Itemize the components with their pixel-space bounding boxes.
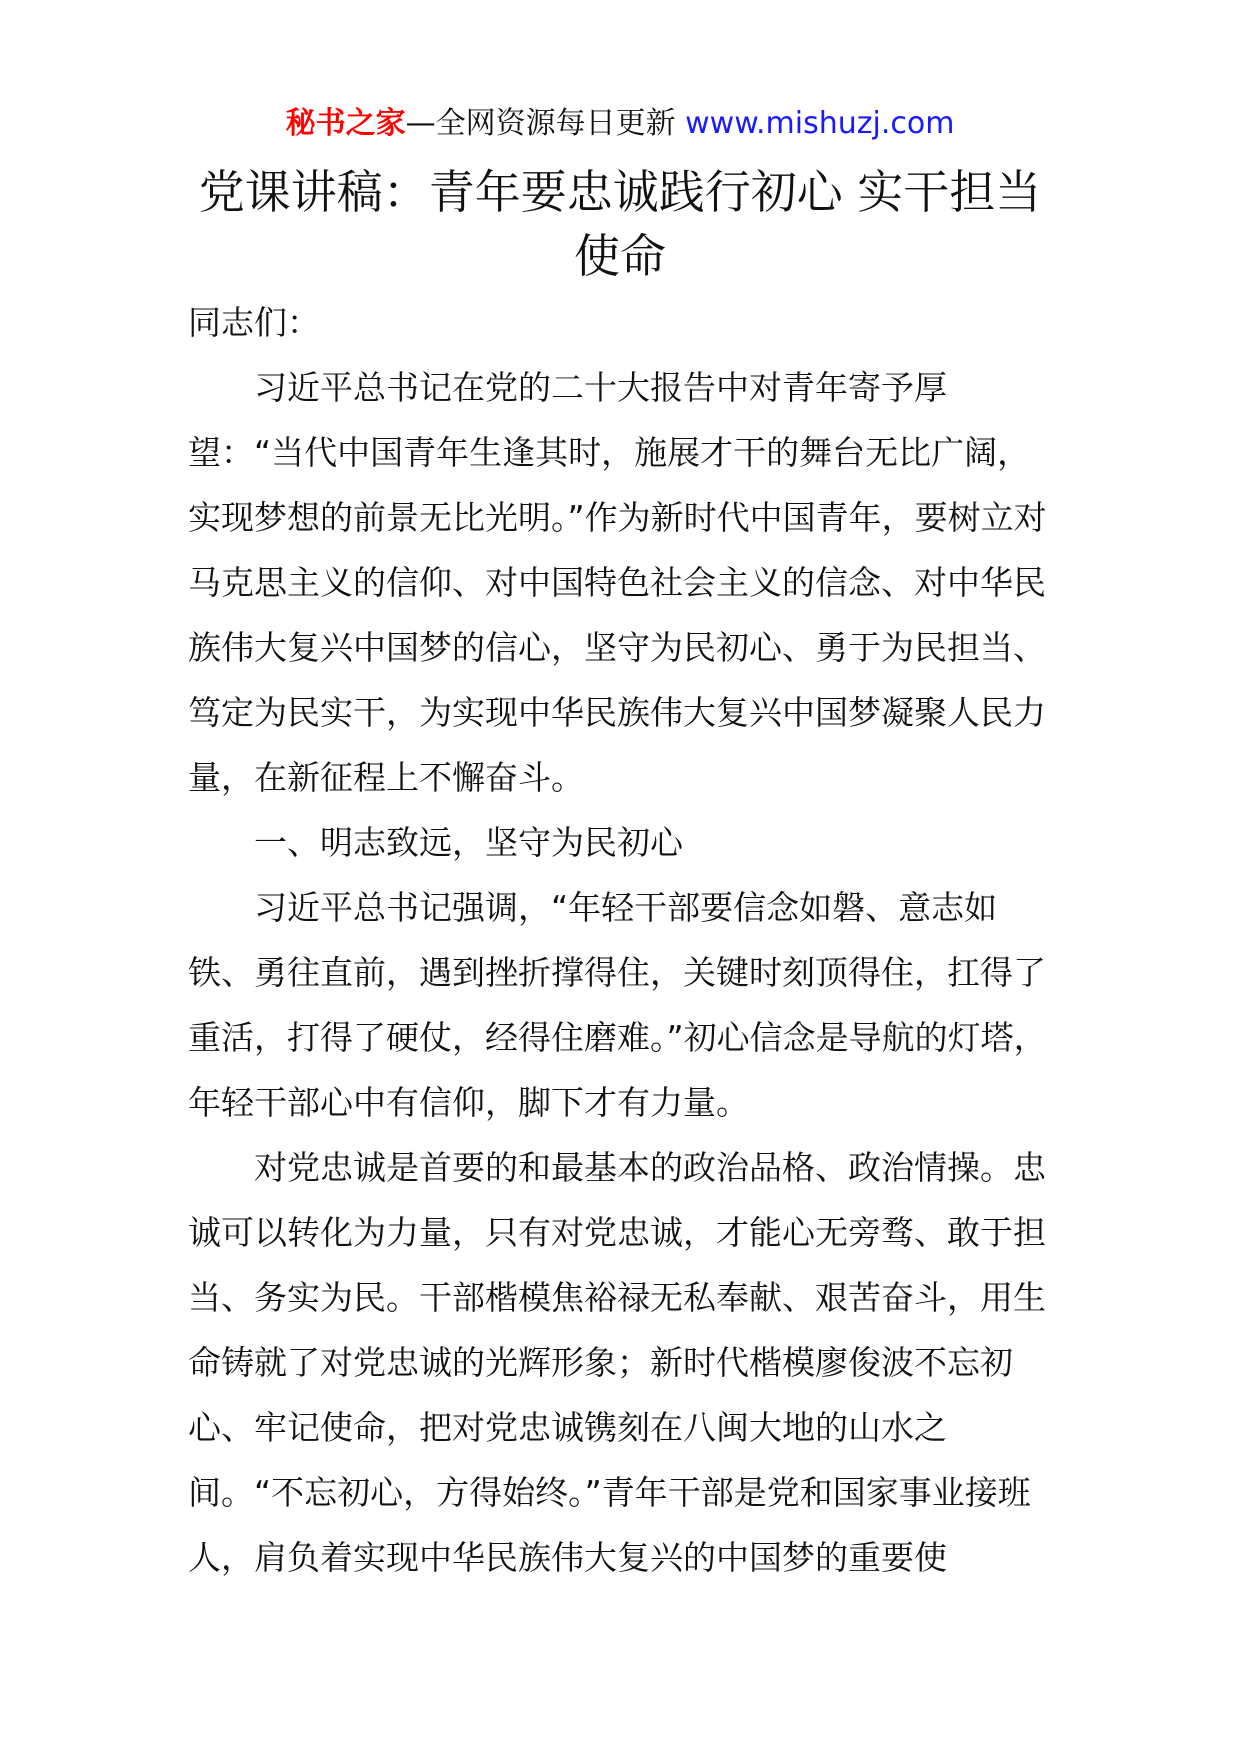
brand-name: 秘书之家 <box>285 106 406 141</box>
site-header <box>0 100 1240 148</box>
document-title <box>180 160 1060 288</box>
site-url[interactable]: www.mishuzj.com <box>685 106 955 141</box>
paragraph: 习近平总书记在党的二十大报告中对青年寄予厚望：“当代中国青年生逢其时，施展才干的舞台无比广阔，实现梦想的前景无比光明。”作为新时代中国青年，要树立对马克思主义的信仰、对中国特色社会主义的信念、对中华民族伟大复兴中国梦的信心，坚守为民初心、勇于为民担当、笃定为民实干，为实现中华民族伟大复兴中国梦凝聚人民力量，在新征程上不懈奋斗。 <box>188 368 1047 797</box>
paragraph: 习近平总书记强调，“年轻干部要信念如磐、意志如铁、勇往直前，遇到挫折撑得住，关键时刻顶得住，扛得了重活，打得了硬仗，经得住磨难。”初心信念是导航的灯塔，年轻干部心中有信仰，脚下才有力量。 <box>188 888 1047 1122</box>
greeting: 同志们： <box>188 303 320 342</box>
title-line-1: 党课讲稿：青年要忠诚践行初心 实干担当 <box>198 165 1042 219</box>
paragraph: 对党忠诚是首要的和最基本的政治品格、政治情操。忠诚可以转化为力量，只有对党忠诚，才能心无旁骛、敢于担当、务实为民。干部楷模焦裕禄无私奉献、艰苦奋斗，用生命铸就了对党忠诚的光辉形象；新时代楷模廖俊波不忘初心、牢记使命，把对党忠诚镌刻在八闽大地的山水之间。“不忘初心，方得始终。”青年干部是党和国家事业接班人，肩负着实现中华民族伟大复兴的中国梦的重要使 <box>188 1148 1046 1577</box>
section-heading: 一、明志致远，坚守为民初心 <box>254 823 683 862</box>
title-line-2: 使命 <box>574 229 666 283</box>
document-body <box>188 290 1058 1590</box>
header-tagline: —全网资源每日更新 <box>405 106 686 141</box>
